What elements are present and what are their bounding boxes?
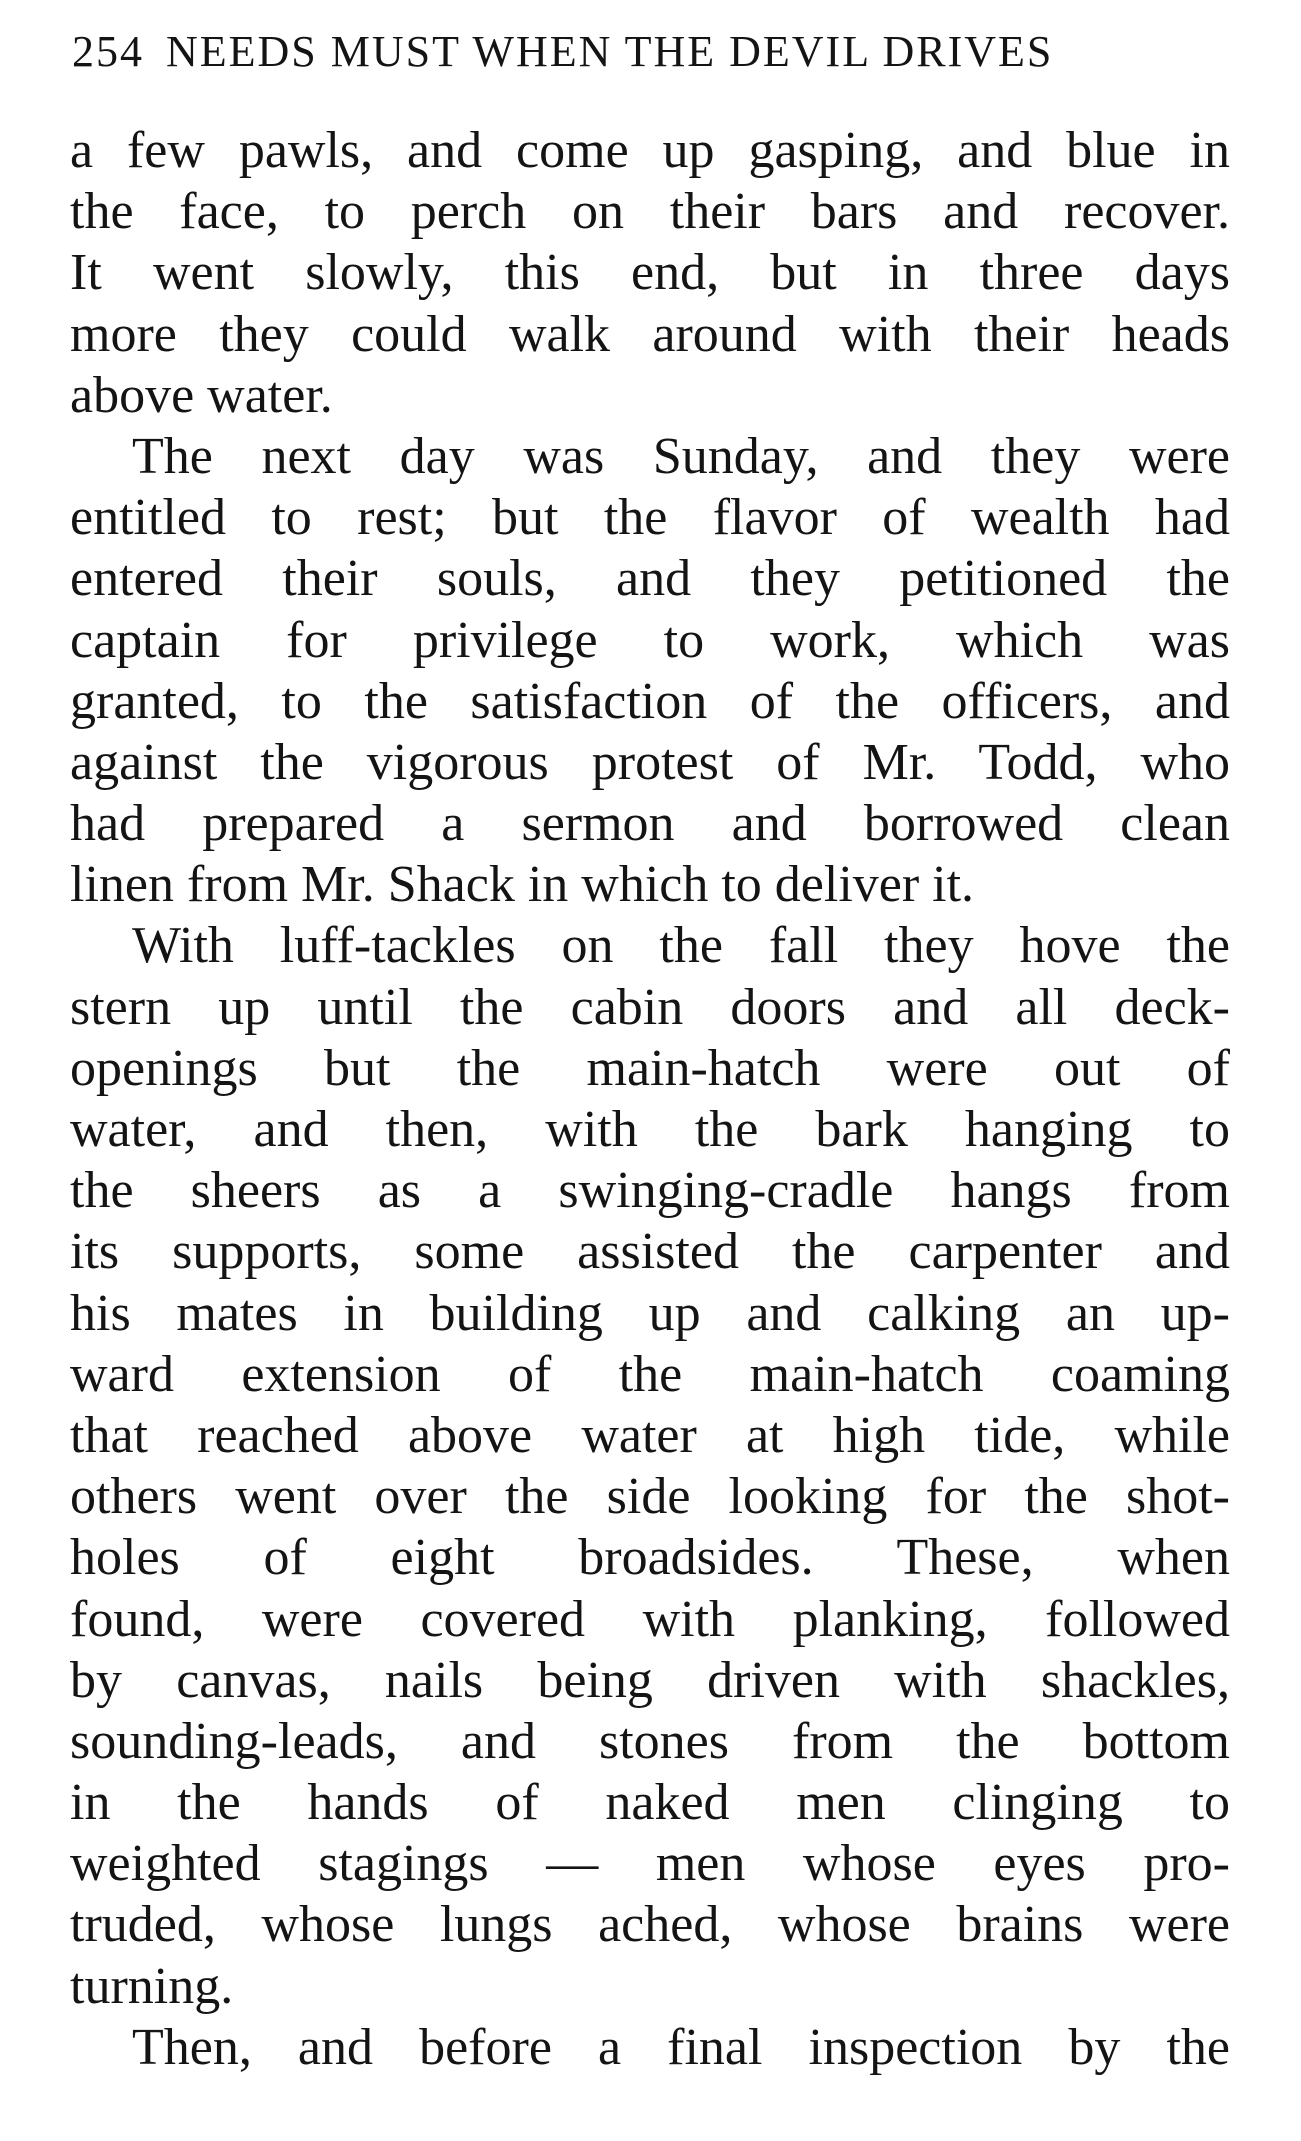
text-line: water, and then, with the bark hanging to	[70, 1101, 1230, 1158]
page-number: 254	[72, 27, 144, 76]
text-line: against the vigorous protest of Mr. Todd, who	[70, 733, 1230, 791]
text-line: in the hands of naked men clinging to	[70, 1774, 1230, 1832]
text-line: linen from Mr. Shack in which to deliver it.	[70, 856, 975, 914]
text-line: a few pawls, and come up gasping, and blue in	[70, 122, 1230, 179]
text-line: truded, whose lungs ached, whose brains were	[70, 1896, 1230, 1954]
text-line: Then, and before a final inspection by the	[132, 2018, 1230, 2076]
text-line: more they could walk around with their heads	[70, 305, 1230, 363]
text-line: the face, to perch on their bars and recover.	[70, 183, 1230, 241]
text-line: above water.	[70, 366, 333, 424]
running-head	[72, 22, 1232, 82]
text-line: found, were covered with planking, followed	[70, 1590, 1230, 1648]
text-line: With luff-tackles on the fall they hove the	[132, 917, 1230, 975]
text-line: turning.	[70, 1957, 234, 2015]
text-line: others went over the side looking for the shot-	[70, 1468, 1230, 1526]
text-line: The next day was Sunday, and they were	[132, 427, 1230, 485]
text-line: captain for privilege to work, which was	[70, 611, 1230, 669]
text-line: that reached above water at high tide, while	[70, 1406, 1230, 1464]
text-line: by canvas, nails being driven with shackles,	[70, 1651, 1230, 1709]
text-line: holes of eight broadsides. These, when	[70, 1529, 1230, 1587]
text-line: his mates in building up and calking an up-	[70, 1284, 1230, 1342]
text-line: granted, to the satisfaction of the officers, and	[70, 672, 1230, 730]
text-line: weighted stagings — men whose eyes pro-	[70, 1835, 1230, 1893]
text-line: its supports, some assisted the carpenter and	[70, 1223, 1230, 1281]
text-line: entitled to rest; but the flavor of wealth had	[70, 489, 1230, 547]
text-line: the sheers as a swinging-cradle hangs from	[70, 1162, 1230, 1220]
text-line: ward extension of the main-hatch coaming	[70, 1345, 1230, 1403]
text-line: had prepared a sermon and borrowed clean	[70, 795, 1230, 853]
text-line: It went slowly, this end, but in three days	[70, 244, 1230, 302]
running-title: NEEDS MUST WHEN THE DEVIL DRIVES	[166, 27, 1054, 76]
body-text	[70, 120, 1230, 2078]
text-line: openings but the main-hatch were out of	[70, 1039, 1230, 1097]
text-line: entered their souls, and they petitioned the	[70, 550, 1230, 608]
text-line: sounding-leads, and stones from the bottom	[70, 1712, 1230, 1770]
text-line: stern up until the cabin doors and all deck-	[70, 978, 1230, 1036]
